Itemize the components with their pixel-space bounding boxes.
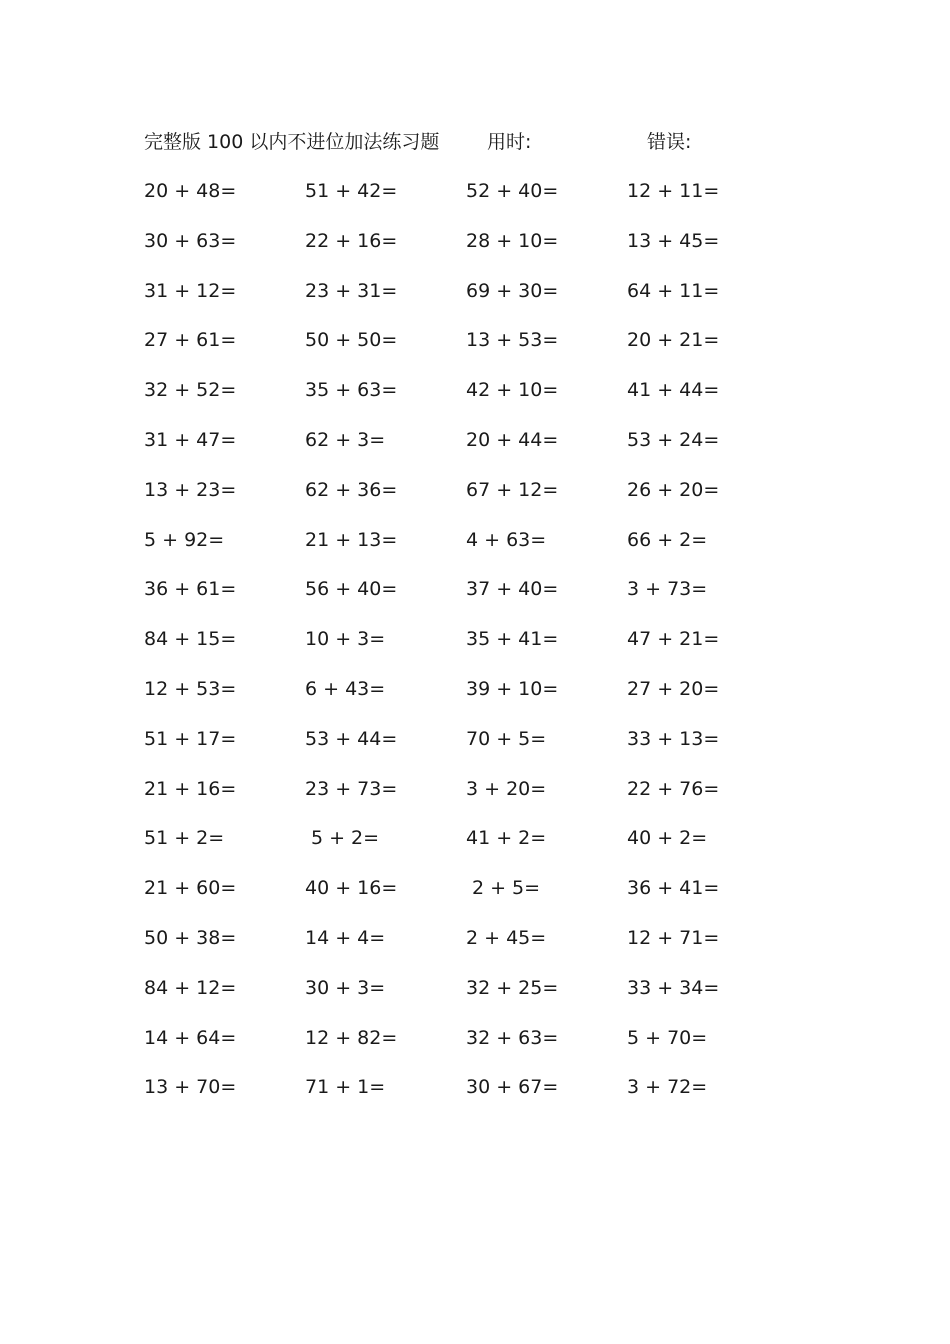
problem-item: 13 + 70= [144, 1076, 237, 1099]
problem-item: 41 + 2= [466, 827, 547, 850]
problem-item: 71 + 1= [305, 1076, 386, 1099]
problem-item: 10 + 3= [305, 628, 386, 651]
problem-item: 3 + 73= [627, 578, 708, 601]
problem-item: 51 + 2= [144, 827, 225, 850]
problem-item: 13 + 53= [466, 329, 559, 352]
problem-item: 31 + 47= [144, 428, 237, 451]
problem-item: 33 + 34= [627, 976, 720, 999]
problem-item: 20 + 44= [466, 428, 559, 451]
problem-item: 53 + 24= [627, 428, 720, 451]
problem-item: 62 + 36= [305, 478, 398, 501]
problem-item: 12 + 53= [144, 677, 237, 700]
problem-item: 32 + 25= [466, 976, 559, 999]
problem-item: 52 + 40= [466, 180, 559, 202]
problem-item: 4 + 63= [466, 528, 547, 551]
problem-item: 23 + 73= [305, 777, 398, 800]
problem-item: 3 + 20= [466, 777, 547, 800]
problem-item: 32 + 63= [466, 1026, 559, 1049]
problem-row [0, 277, 950, 327]
problem-item: 62 + 3= [305, 428, 386, 451]
problem-row [0, 426, 950, 476]
problem-item: 23 + 31= [305, 279, 398, 302]
problem-item: 50 + 50= [305, 329, 398, 352]
problem-item: 2 + 45= [466, 926, 547, 949]
problem-item: 67 + 12= [466, 478, 559, 501]
problem-item: 37 + 40= [466, 578, 559, 601]
problem-item: 64 + 11= [627, 279, 720, 302]
problem-item: 40 + 16= [305, 877, 398, 900]
errors-label: 错误: [647, 131, 692, 153]
problem-item: 2 + 5= [471, 877, 541, 900]
problem-item: 14 + 64= [144, 1026, 237, 1049]
problem-row [0, 326, 950, 376]
problem-item: 13 + 45= [627, 229, 720, 252]
problem-item: 51 + 17= [144, 727, 237, 750]
problem-row [0, 575, 950, 625]
problem-row [0, 227, 950, 277]
problem-item: 3 + 72= [627, 1076, 708, 1099]
problem-item: 47 + 21= [627, 628, 720, 651]
problem-item: 36 + 41= [627, 877, 720, 900]
problem-row [0, 824, 950, 874]
problem-item: 6 + 43= [305, 677, 386, 700]
problem-item: 50 + 38= [144, 926, 237, 949]
problem-item: 12 + 82= [305, 1026, 398, 1049]
problem-row [0, 177, 950, 227]
problem-item: 21 + 16= [144, 777, 237, 800]
problem-item: 53 + 44= [305, 727, 398, 750]
problem-item: 33 + 13= [627, 727, 720, 750]
problem-item: 14 + 4= [305, 926, 386, 949]
problem-item: 84 + 12= [144, 976, 237, 999]
problem-item: 21 + 60= [144, 877, 237, 900]
problem-item: 35 + 63= [305, 379, 398, 402]
problem-row [0, 675, 950, 725]
problem-item: 5 + 70= [627, 1026, 708, 1049]
problem-item: 30 + 63= [144, 229, 237, 252]
problem-item: 21 + 13= [305, 528, 398, 551]
problem-item: 30 + 67= [466, 1076, 559, 1099]
problem-item: 13 + 23= [144, 478, 237, 501]
problem-item: 56 + 40= [305, 578, 398, 601]
problem-row [0, 376, 950, 426]
worksheet-title: 完整版 100 以内不进位加法练习题 [144, 131, 440, 153]
problem-item: 31 + 12= [144, 279, 237, 302]
problem-item: 20 + 48= [144, 180, 237, 202]
problem-row [0, 625, 950, 675]
problem-item: 41 + 44= [627, 379, 720, 402]
problem-item: 69 + 30= [466, 279, 559, 302]
problem-row [0, 924, 950, 974]
problem-row [0, 874, 950, 924]
worksheet-header [0, 128, 950, 156]
problem-item: 12 + 71= [627, 926, 720, 949]
problem-item: 5 + 2= [310, 827, 380, 850]
problem-row [0, 526, 950, 576]
problem-row [0, 974, 950, 1024]
problem-item: 12 + 11= [627, 180, 720, 202]
problem-item: 40 + 2= [627, 827, 708, 850]
problem-item: 30 + 3= [305, 976, 386, 999]
problem-row [0, 1024, 950, 1074]
time-label: 用时: [487, 131, 532, 153]
problem-item: 27 + 20= [627, 677, 720, 700]
problem-item: 42 + 10= [466, 379, 559, 402]
problem-item: 35 + 41= [466, 628, 559, 651]
problem-item: 36 + 61= [144, 578, 237, 601]
problem-item: 26 + 20= [627, 478, 720, 501]
problem-item: 32 + 52= [144, 379, 237, 402]
problem-item: 51 + 42= [305, 180, 398, 202]
problem-item: 28 + 10= [466, 229, 559, 252]
problem-item: 22 + 16= [305, 229, 398, 252]
problem-item: 70 + 5= [466, 727, 547, 750]
problem-item: 66 + 2= [627, 528, 708, 551]
problem-row [0, 476, 950, 526]
problem-item: 5 + 92= [144, 528, 225, 551]
problem-item: 20 + 21= [627, 329, 720, 352]
problem-row [0, 725, 950, 775]
problem-item: 27 + 61= [144, 329, 237, 352]
problem-row [0, 1073, 950, 1123]
problem-item: 22 + 76= [627, 777, 720, 800]
problem-item: 39 + 10= [466, 677, 559, 700]
problem-row [0, 775, 950, 825]
problem-item: 84 + 15= [144, 628, 237, 651]
problem-grid [0, 177, 950, 1123]
